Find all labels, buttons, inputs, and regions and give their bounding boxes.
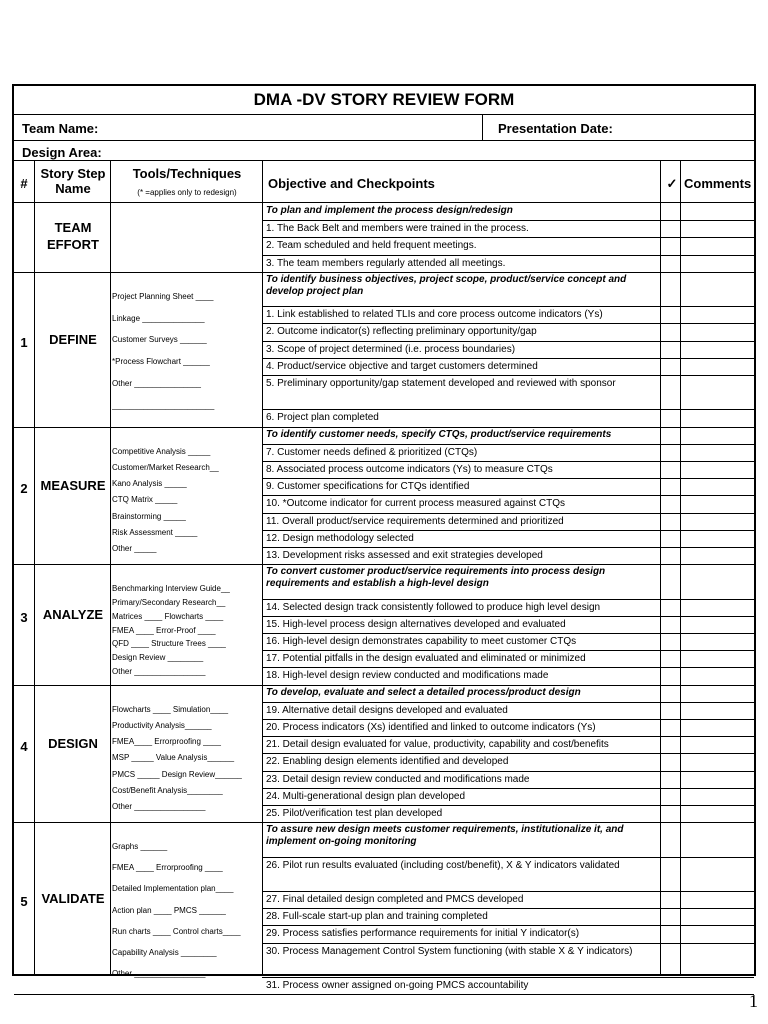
checkpoint-item: 7. Customer needs defined & prioritized (CTQs) [266, 446, 478, 458]
comment-cell[interactable] [681, 736, 754, 753]
section-objective: To plan and implement the process design/redesign [266, 205, 513, 216]
checkbox-cell[interactable] [661, 702, 680, 719]
checkbox-cell[interactable] [661, 857, 680, 891]
comment-cell[interactable] [681, 616, 754, 633]
comment-cell[interactable] [681, 857, 754, 891]
comment-cell[interactable] [681, 633, 754, 650]
checkpoint-item: 20. Process indicators (Xs) identified and linked to outcome indicators (Ys) [266, 722, 596, 733]
checkpoint-item: 3. The team members regularly attended all meetings. [266, 257, 506, 269]
comment-cell[interactable] [681, 667, 754, 684]
page-number: 1 [749, 991, 758, 1011]
section-objective: To convert customer product/service requirements into process design requirements and establish a high-level design [266, 566, 606, 590]
checkbox-cell[interactable] [661, 358, 680, 375]
tool-item: Risk Assessment _____ [112, 527, 198, 537]
checkpoint-item: 4. Product/service objective and target customers determined [266, 360, 538, 372]
tool-item: CTQ Matrix _____ [112, 495, 178, 505]
checkpoint-item: 1. The Back Belt and members were trained in the process. [266, 223, 529, 235]
checkbox-cell[interactable] [661, 461, 680, 478]
checkbox-cell[interactable] [661, 495, 680, 512]
comment-cell[interactable] [681, 943, 754, 977]
comment-cell[interactable] [681, 908, 754, 925]
checkpoint-item: 29. Process satisfies performance requirements for initial Y indicator(s) [266, 928, 580, 940]
checkbox-cell[interactable] [661, 220, 680, 237]
checkbox-cell[interactable] [661, 650, 680, 667]
header-check-icon: ✓ [666, 176, 678, 191]
checkpoint-item: 27. Final detailed design completed and PMCS developed [266, 894, 524, 905]
checkpoint-item: 30. Process Management Control System functioning (with stable X & Y indicators) [266, 945, 633, 957]
tool-item: Detailed Implementation plan____ [112, 884, 234, 894]
comment-cell[interactable] [681, 719, 754, 736]
checkpoint-item: 19. Alternative detail designs developed and evaluated [266, 704, 508, 716]
step-number: 1 [20, 335, 28, 351]
comment-cell[interactable] [681, 753, 754, 770]
checkbox-cell[interactable] [661, 925, 680, 942]
tool-item: FMEA ____ Error-Proof ____ [112, 625, 216, 635]
step-name: DESIGN [48, 736, 98, 752]
tool-item: PMCS _____ Design Review______ [112, 769, 242, 779]
comment-cell[interactable] [681, 650, 754, 667]
checkbox-cell[interactable] [661, 513, 680, 530]
checkbox-cell[interactable] [661, 771, 680, 788]
checkpoint-item: 10. *Outcome indicator for current process measured against CTQs [266, 498, 566, 510]
tool-item: Customer/Market Research__ [112, 462, 219, 472]
comment-cell[interactable] [681, 771, 754, 788]
step-number: 3 [20, 610, 28, 626]
comment-cell[interactable] [681, 323, 754, 340]
tool-item: Other ________________ [112, 801, 206, 811]
checkbox-cell[interactable] [661, 788, 680, 805]
comment-cell[interactable] [681, 255, 754, 272]
tool-item: *Process Flowchart ______ [112, 357, 210, 367]
comment-cell[interactable] [681, 461, 754, 478]
comment-cell[interactable] [681, 788, 754, 805]
checkbox-cell[interactable] [661, 409, 680, 426]
step-name: MEASURE [40, 478, 106, 494]
checkbox-cell[interactable] [661, 753, 680, 770]
checkpoint-item: 3. Scope of project determined (i.e. process boundaries) [266, 343, 516, 355]
step-name: ANALYZE [42, 607, 104, 623]
comment-cell[interactable] [681, 977, 754, 994]
checkbox-cell[interactable] [661, 341, 680, 358]
comment-cell[interactable] [681, 444, 754, 461]
checkbox-cell[interactable] [661, 908, 680, 925]
section-objective: To identify customer needs, specify CTQs, product/service requirements [266, 428, 612, 440]
comment-cell[interactable] [681, 925, 754, 942]
tool-item: Capability Analysis ________ [112, 947, 217, 957]
tool-item: FMEA____ Errorproofing ____ [112, 737, 221, 747]
checkbox-cell[interactable] [661, 255, 680, 272]
presentation-date-label: Presentation Date: [498, 121, 613, 136]
checkpoint-item: 24. Multi-generational design plan developed [266, 790, 466, 802]
checkbox-cell[interactable] [661, 616, 680, 633]
checkpoint-item: 25. Pilot/verification test plan developed [266, 808, 443, 819]
comment-cell[interactable] [681, 375, 754, 409]
tool-item: _______________________ [112, 400, 215, 410]
comment-cell[interactable] [681, 599, 754, 616]
section-objective: To assure new design meets customer requirements, institutionalize it, and implement on-going monitoring [266, 824, 624, 848]
checkbox-cell[interactable] [661, 306, 680, 323]
design-area-label: Design Area: [22, 145, 102, 160]
checkpoint-item: 6. Project plan completed [266, 412, 379, 424]
checkpoint-item: 16. High-level design demonstrates capability to meet customer CTQs [266, 636, 577, 647]
comment-cell[interactable] [681, 237, 754, 254]
tool-item: MSP _____ Value Analysis______ [112, 753, 235, 763]
form-title: DMA -DV STORY REVIEW FORM [253, 90, 515, 109]
checkpoint-item: 17. Potential pitfalls in the design evaluated and eliminated or minimized [266, 653, 586, 665]
tool-item: Matrices ____ Flowcharts ____ [112, 611, 224, 621]
header-tools-note: (* =applies only to redesign) [137, 188, 237, 197]
step-number: 2 [20, 481, 28, 497]
checkbox-cell[interactable] [661, 444, 680, 461]
checkpoint-item: 26. Pilot run results evaluated (including cost/benefit), X & Y indicators validated [266, 859, 620, 871]
comment-cell[interactable] [681, 891, 754, 908]
tool-item: Cost/Benefit Analysis________ [112, 785, 223, 795]
tool-item: Primary/Secondary Research__ [112, 597, 226, 607]
checkpoint-item: 9. Customer specifications for CTQs identified [266, 481, 470, 493]
tool-item: Other _______________ [112, 379, 201, 388]
tool-item: Action plan ____ PMCS ______ [112, 905, 226, 915]
tool-item: Run charts ____ Control charts____ [112, 926, 241, 936]
comment-cell[interactable] [681, 478, 754, 495]
checkbox-cell[interactable] [661, 530, 680, 547]
checkpoint-item: 31. Process owner assigned on-going PMCS accountability [266, 980, 529, 991]
checkbox-cell[interactable] [661, 667, 680, 684]
tool-item: Competitive Analysis _____ [112, 446, 211, 456]
review-form [12, 84, 756, 991]
checkpoint-item: 21. Detail design evaluated for value, productivity, capability and cost/benefits [266, 739, 609, 751]
tool-item: Kano Analysis _____ [112, 479, 187, 489]
checkbox-cell[interactable] [661, 943, 680, 977]
header-comments: Comments [684, 176, 752, 191]
tool-item: Linkage ______________ [112, 313, 205, 323]
checkpoint-item: 15. High-level process design alternatives developed and evaluated [266, 618, 566, 630]
comment-cell[interactable] [681, 805, 754, 822]
checkpoint-item: 22. Enabling design elements identified and developed [266, 756, 509, 768]
team-name-label: Team Name: [22, 121, 99, 136]
comment-cell[interactable] [681, 220, 754, 237]
step-name: TEAM EFFORT [47, 220, 99, 253]
tool-item: Productivity Analysis______ [112, 720, 212, 730]
comment-cell[interactable] [681, 702, 754, 719]
comment-cell[interactable] [681, 409, 754, 426]
checkpoint-item: 8. Associated process outcome indicators (Ys) to measure CTQs [266, 464, 553, 475]
checkbox-cell[interactable] [661, 375, 680, 409]
checkpoint-item: 14. Selected design track consistently followed to produce high level design [266, 601, 601, 613]
section-objective: To identify business objectives, project scope, product/service concept and develop project plan [266, 273, 627, 297]
comment-cell[interactable] [681, 306, 754, 323]
checkpoint-item: 12. Design methodology selected [266, 532, 414, 544]
comment-cell[interactable] [681, 547, 754, 564]
checkpoint-item: 23. Detail design review conducted and modifications made [266, 773, 530, 785]
comment-cell[interactable] [681, 495, 754, 512]
comment-cell[interactable] [681, 358, 754, 375]
tool-item: FMEA ____ Errorproofing ____ [112, 863, 223, 873]
tool-item: Customer Surveys ______ [112, 335, 207, 345]
tool-item: Other ________________ [112, 969, 206, 979]
header-tools: Tools/Techniques [132, 166, 242, 181]
checkpoint-item: 11. Overall product/service requirements determined and prioritized [266, 515, 564, 527]
checkbox-cell[interactable] [661, 633, 680, 650]
section-objective: To develop, evaluate and select a detailed process/product design [266, 686, 581, 698]
checkbox-cell[interactable] [661, 736, 680, 753]
tool-item: Flowcharts ____ Simulation____ [112, 704, 229, 714]
comment-cell[interactable] [681, 530, 754, 547]
comment-cell[interactable] [681, 513, 754, 530]
header-num: # [20, 176, 28, 191]
tool-item: Other _____ [112, 543, 157, 553]
step-name: DEFINE [49, 332, 97, 348]
tool-item: Design Review ________ [112, 653, 204, 663]
checkbox-cell[interactable] [661, 323, 680, 340]
checkbox-cell[interactable] [661, 805, 680, 822]
tool-item: Graphs ______ [112, 842, 168, 852]
checkpoint-item: 2. Outcome indicator(s) reflecting preliminary opportunity/gap [266, 326, 537, 338]
comment-cell[interactable] [681, 341, 754, 358]
checkbox-cell[interactable] [661, 719, 680, 736]
tool-item: Brainstorming _____ [112, 511, 186, 521]
step-name: VALIDATE [41, 891, 105, 907]
tool-item: Other ________________ [112, 666, 206, 676]
tool-item: Project Planning Sheet ____ [112, 291, 214, 301]
tool-item: Benchmarking Interview Guide__ [112, 584, 230, 594]
checkpoint-item: 5. Preliminary opportunity/gap statement developed and reviewed with sponsor [266, 378, 616, 389]
checkbox-cell[interactable] [661, 599, 680, 616]
step-number: 5 [20, 894, 28, 910]
header-story-step: Story Step Name [40, 166, 106, 196]
checkbox-cell[interactable] [661, 977, 680, 994]
checkpoint-item: 2. Team scheduled and held frequent meetings. [266, 240, 477, 252]
checkbox-cell[interactable] [661, 891, 680, 908]
checkpoint-item: 28. Full-scale start-up plan and training completed [266, 911, 488, 923]
checkpoint-item: 13. Development risks assessed and exit strategies developed [266, 550, 543, 561]
checkbox-cell[interactable] [661, 478, 680, 495]
checkpoint-item: 1. Link established to related TLIs and core process outcome indicators (Ys) [266, 309, 603, 321]
checkpoint-item: 18. High-level design review conducted and modifications made [266, 670, 549, 682]
tool-item: QFD ____ Structure Trees ____ [112, 639, 226, 649]
header-objective: Objective and Checkpoints [268, 176, 435, 191]
step-number: 4 [20, 739, 28, 755]
checkbox-cell[interactable] [661, 237, 680, 254]
checkbox-cell[interactable] [661, 547, 680, 564]
